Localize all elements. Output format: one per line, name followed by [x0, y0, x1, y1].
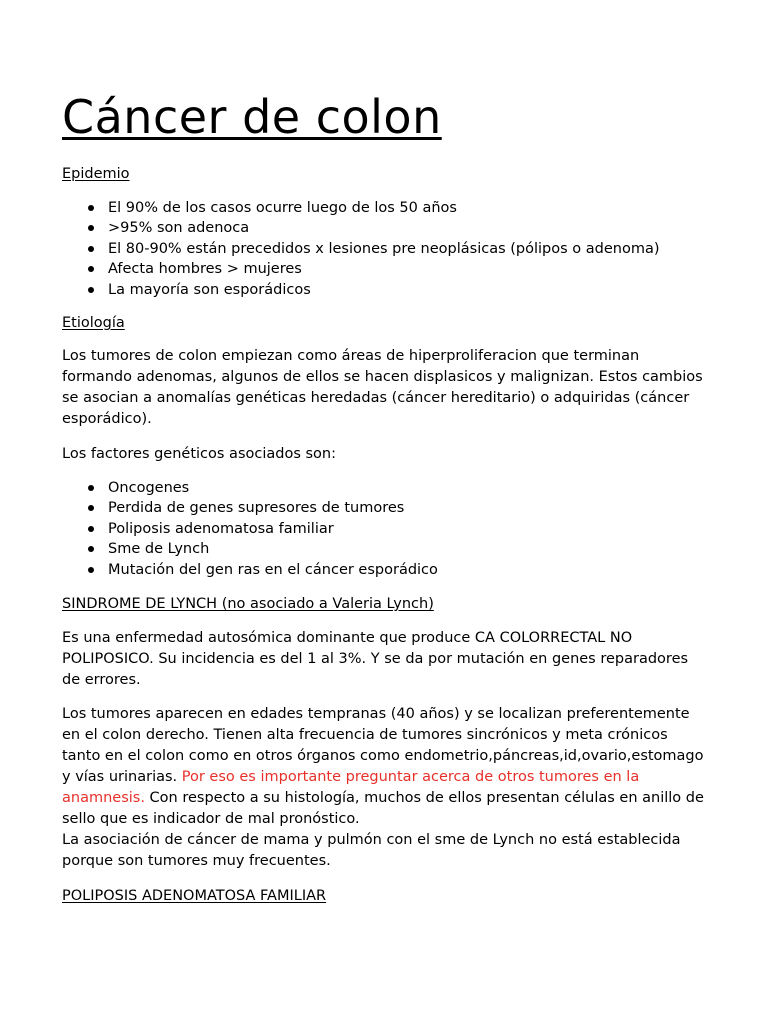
heading-etiologia: Etiología: [62, 315, 125, 332]
list-item: Afecta hombres > mujeres: [108, 259, 708, 279]
list-item: La mayoría son esporádicos: [108, 280, 708, 300]
document-title: Cáncer de colon: [62, 90, 442, 144]
lynch-text-part-2: Con respecto a su histología, muchos de ellos presentan células en anillo de sello que es indicador de mal pronóstico.: [62, 790, 704, 828]
list-item: El 80-90% están precedidos x lesiones pre neoplásicas (pólipos o adenoma): [108, 239, 708, 259]
lynch-paragraph-1: Es una enfermedad autosómica dominante que produce CA COLORRECTAL NO POLIPOSICO. Su incidencia es del 1 al 3%. Y se da por mutación en genes reparadores de errores.: [62, 630, 689, 689]
list-item: Poliposis adenomatosa familiar: [108, 519, 708, 539]
etiologia-paragraph: Los tumores de colon empiezan como áreas de hiperproliferacion que terminan formando adenomas, algunos de ellos se hacen displasicos y malignizan. Estos cambios se asocian a anomalías genéticas heredadas (cáncer hereditario) o adquiridas (cáncer esporádico).: [62, 348, 703, 428]
list-item: >95% son adenoca: [108, 218, 708, 238]
lynch-text-part-1: Los tumores aparecen en edades tempranas (40 años) y se localizan preferentemente en el colon derecho. Tienen alta frecuencia de tumores sincrónicos y meta crónicos tanto en el colon como en otros órganos como endometrio,páncreas,id,ovario,estomago y vías urinarias.: [62, 706, 704, 786]
list-item: Mutación del gen ras en el cáncer esporádico: [108, 560, 708, 580]
list-item: Sme de Lynch: [108, 539, 708, 559]
lynch-paragraph-2: [62, 704, 708, 830]
list-item: Oncogenes: [108, 478, 708, 498]
heading-epidemio: Epidemio: [62, 166, 130, 182]
factors-intro: Los factores genéticos asociados son:: [62, 446, 336, 463]
heading-lynch: SINDROME DE LYNCH (no asociado a Valeria Lynch): [62, 596, 434, 613]
factors-list: [62, 478, 708, 580]
epidemio-list: [62, 198, 708, 300]
highlighted-text: Por eso es importante preguntar acerca de otros tumores en la anamnesis.: [62, 769, 640, 807]
heading-poliposis: POLIPOSIS ADENOMATOSA FAMILIAR: [62, 888, 327, 905]
list-item: Perdida de genes supresores de tumores: [108, 498, 708, 518]
list-item: El 90% de los casos ocurre luego de los 50 años: [108, 198, 708, 218]
lynch-paragraph-3: La asociación de cáncer de mama y pulmón con el sme de Lynch no está establecida porque son tumores muy frecuentes.: [62, 832, 681, 870]
